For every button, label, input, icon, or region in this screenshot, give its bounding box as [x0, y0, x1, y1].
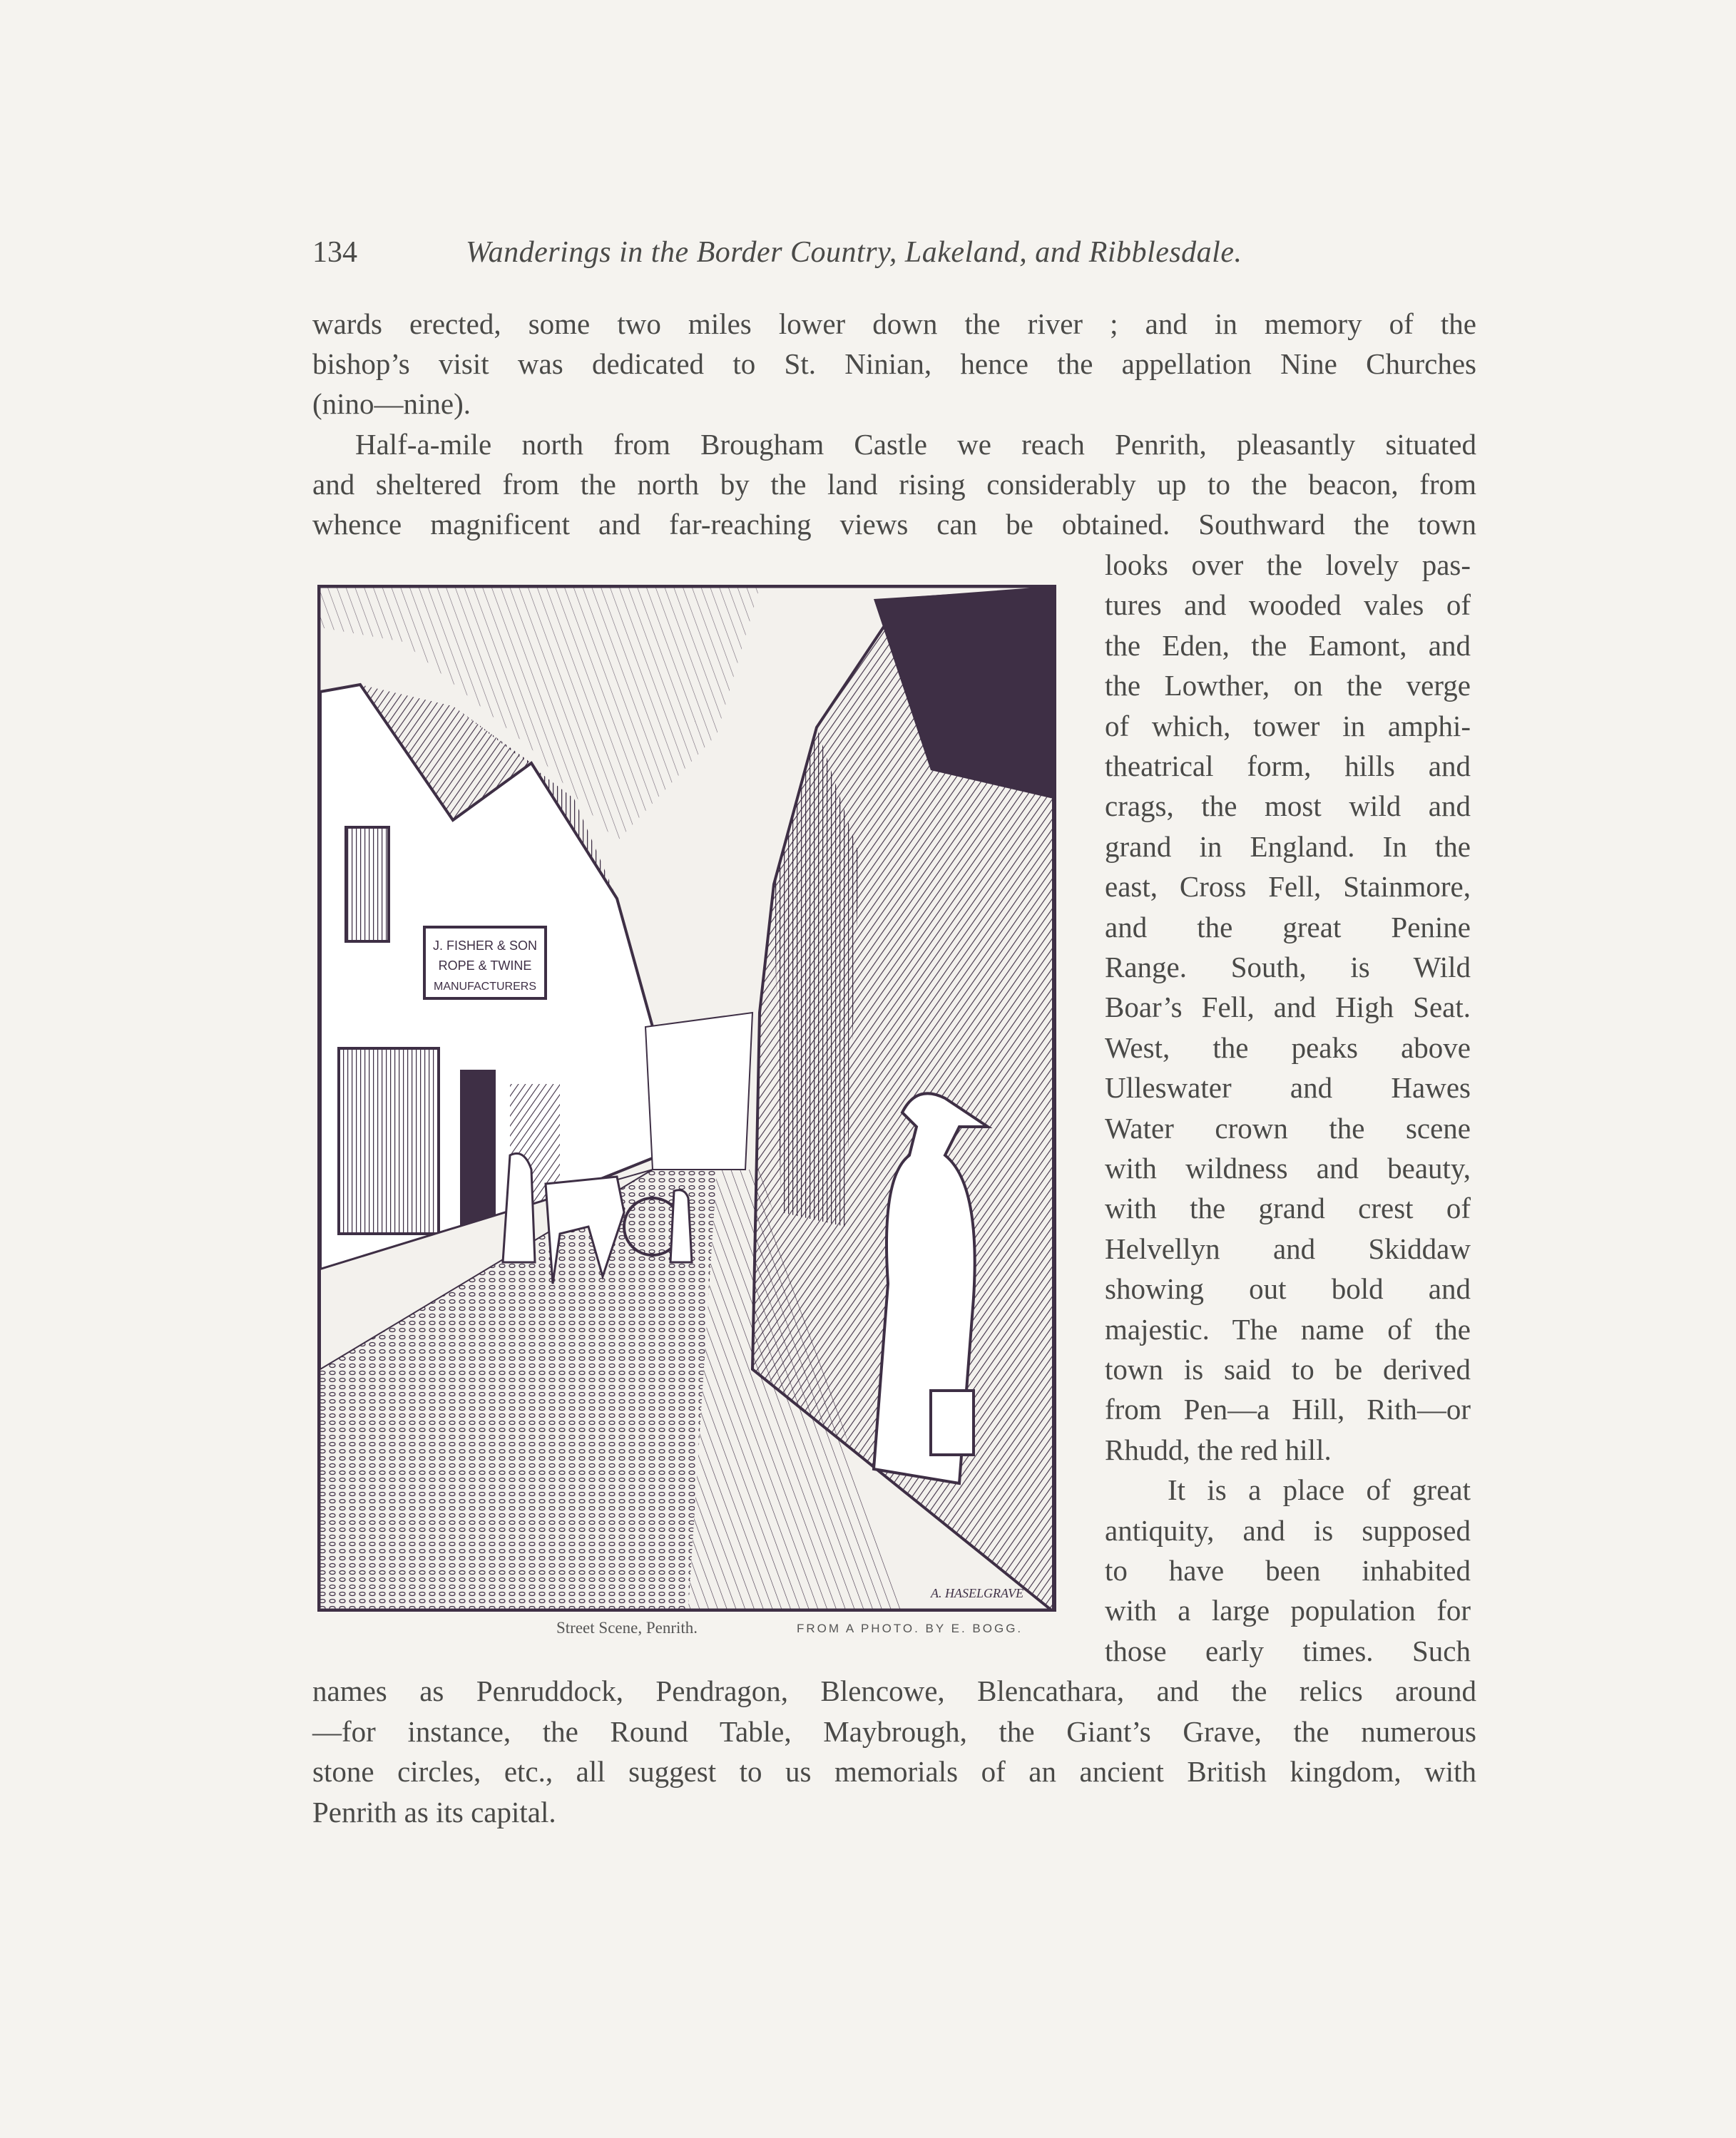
shop-sign-line: MANUFACTURERS: [433, 981, 537, 993]
shop-sign-line: ROPE & TWINE: [438, 958, 532, 973]
text-line: —for instance, the Round Table, Maybrough, the Giant’s Grave, the numerous: [312, 1715, 1476, 1748]
text-line: Helvellyn and Skiddaw: [1105, 1232, 1471, 1265]
text-line: Ulleswater and Hawes: [1105, 1071, 1471, 1104]
text-line: It is a place of great: [1168, 1473, 1471, 1506]
text-line: antiquity, and is supposed: [1105, 1514, 1471, 1547]
text-line: whence magnificent and far-reaching views can be obtained. Southward the town: [312, 508, 1476, 541]
text-line: theatrical form, hills and: [1105, 750, 1471, 782]
text-line: Half-a-mile north from Brougham Castle we reach Penrith, pleasantly situated: [355, 428, 1476, 461]
artist-signature: A. HASELGRAVE: [931, 1586, 1024, 1600]
text-line: grand in England. In the: [1105, 830, 1471, 863]
text-line: Range. South, is Wild: [1105, 951, 1471, 983]
text-line: wards erected, some two miles lower down the river ; and in memory of the: [312, 307, 1476, 340]
text-line: names as Penruddock, Pendragon, Blencowe, Blencathara, and the relics around: [312, 1674, 1476, 1707]
text-line: east, Cross Fell, Stainmore,: [1105, 870, 1471, 903]
text-line: Water crown the scene: [1105, 1112, 1471, 1145]
shop-sign-line: J. FISHER & SON: [432, 938, 538, 953]
text-line: and sheltered from the north by the land rising considerably up to the beacon, from: [312, 468, 1476, 501]
text-line: Rhudd, the red hill.: [1105, 1433, 1332, 1466]
figure-credit: FROM A PHOTO. BY E. BOGG.: [797, 1622, 1023, 1635]
figure-caption: Street Scene, Penrith.: [556, 1619, 698, 1637]
text-line: the Lowther, on the verge: [1105, 669, 1471, 702]
text-line: those early times. Such: [1105, 1635, 1471, 1667]
text-line: with a large population for: [1105, 1594, 1471, 1627]
text-line: with the grand crest of: [1105, 1192, 1471, 1224]
text-line: with wildness and beauty,: [1105, 1152, 1471, 1185]
running-title: Wanderings in the Border Country, Lakeland, and Ribblesdale.: [466, 236, 1242, 269]
engraving: [317, 585, 1056, 1612]
text-line: tures and wooded vales of: [1105, 588, 1471, 621]
text-line: stone circles, etc., all suggest to us memorials of an ancient British kingdom, with: [312, 1755, 1476, 1788]
text-line: looks over the lovely pas-: [1105, 548, 1471, 581]
text-line: crags, the most wild and: [1105, 789, 1471, 822]
text-line: showing out bold and: [1105, 1272, 1471, 1305]
text-line: the Eden, the Eamont, and: [1105, 629, 1471, 662]
text-line: Penrith as its capital.: [312, 1796, 556, 1828]
page-header: [312, 235, 1476, 285]
text-line: town is said to be derived: [1105, 1353, 1471, 1386]
text-line: of which, tower in amphi-: [1105, 710, 1471, 742]
text-line: West, the peaks above: [1105, 1031, 1471, 1064]
text-line: bishop’s visit was dedicated to St. Ninian, hence the appellation Nine Churches: [312, 347, 1476, 380]
text-line: majestic. The name of the: [1105, 1313, 1471, 1346]
text-line: from Pen—a Hill, Rith—or: [1105, 1393, 1471, 1426]
text-line: Boar’s Fell, and High Seat.: [1105, 991, 1471, 1023]
text-line: and the great Penine: [1105, 911, 1471, 943]
text-line: (nino—nine).: [312, 387, 471, 420]
street-scene-illustration: [317, 585, 1056, 1612]
text-line: to have been inhabited: [1105, 1554, 1471, 1587]
page-number: 134: [312, 236, 357, 269]
